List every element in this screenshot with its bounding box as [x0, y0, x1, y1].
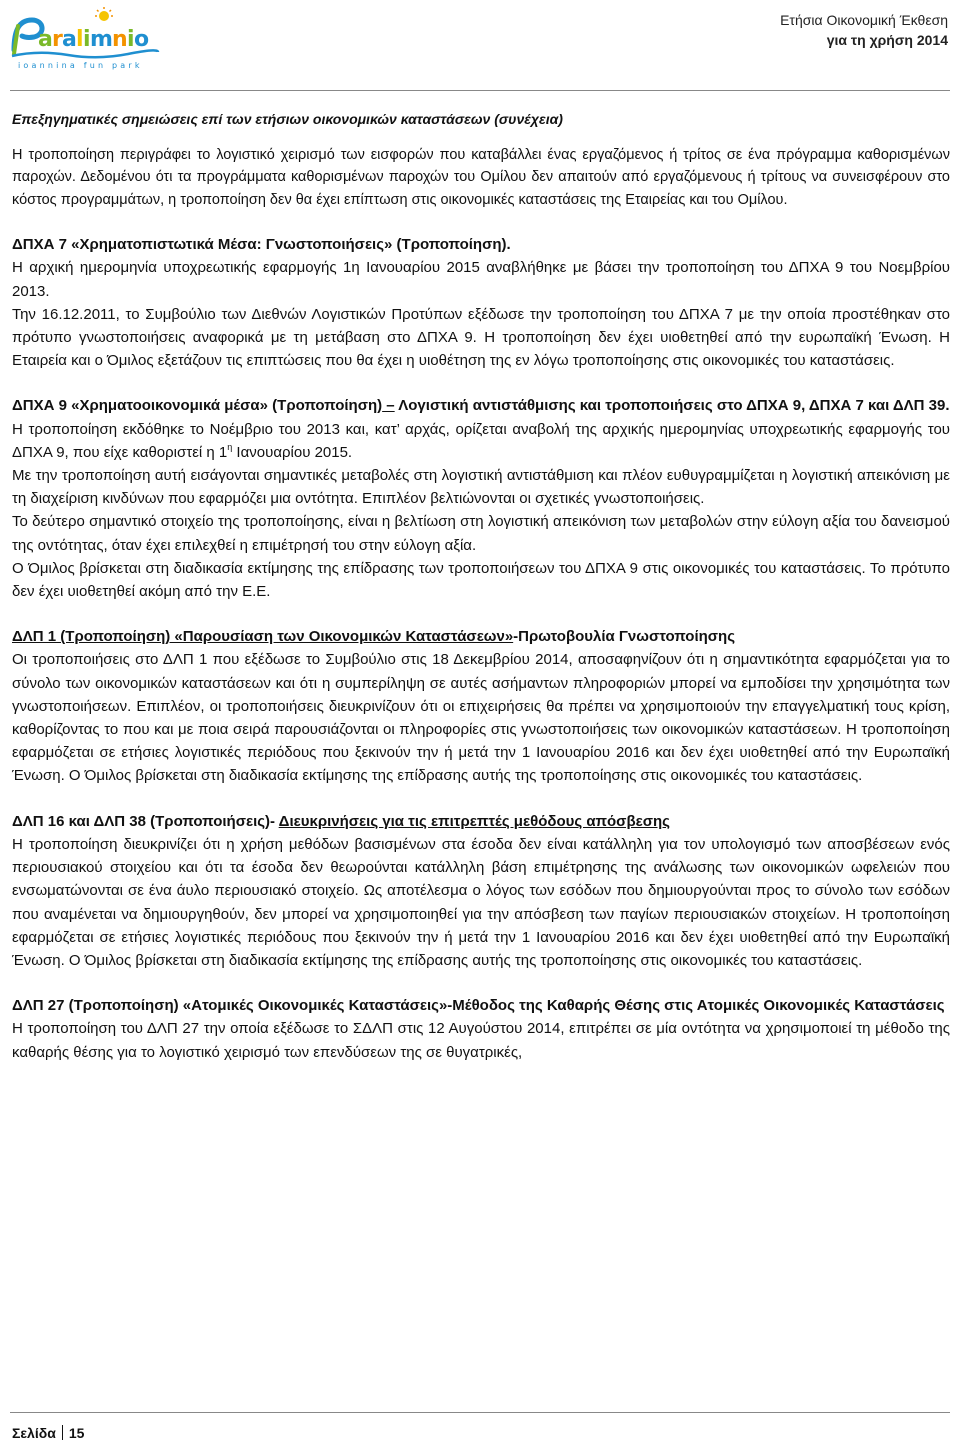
page-number: 15	[68, 1425, 85, 1441]
intro-paragraph: Η τροποποίηση περιγράφει το λογιστικό χειρισμό των εισφορών που καταβάλλει ένας εργαζόμενος ή τρίτος σε ένα πρόγραμμα καθορισμένων παροχών. Δεδομένου ότι τα προγράμματα καθορισμένων παροχών του Ομίλου δεν απαιτούν από εργαζόμενους ή τρίτους να συνεισφέρουν στο κόστος προγραμμάτων, η τροποποίηση δεν θα έχει επίπτωση στις οικονομικές καταστάσεις της Εταιρείας και του Ομίλου.	[12, 147, 950, 208]
dpxa9-heading-rest: Λογιστική αντιστάθμισης και τροποποιήσεις στο ΔΠΧΑ 9, ΔΠΧΑ 7 και ΔΛΠ 39.	[394, 397, 950, 415]
paralimnio-logo	[8, 6, 168, 72]
page-label: Σελίδα	[12, 1425, 56, 1441]
dpxa9-p1-text: Η τροποποίηση εκδόθηκε το Νοέμβριο του 2013 και, κατ’ αρχάς, ορίζεται αναβολή της αρχικής ημερομηνίας υποχρεωτικής εφαρμογής του ΔΠΧΑ 9, που είχε καθοριστεί η 1	[12, 420, 950, 461]
dpxa7-paragraph-1: Η αρχική ημερομηνία υποχρεωτικής εφαρμογής 1η Ιανουαρίου 2015 αναβλήθηκε με βάσει την τροποποίηση του ΔΠΧΑ 9 του Νοεμβρίου 2013.	[12, 259, 950, 300]
svg-text:l: l	[76, 27, 84, 52]
svg-text:m: m	[90, 27, 113, 52]
report-title-block	[780, 10, 948, 50]
dpxa9-p1-tail: Ιανουαρίου 2015.	[232, 443, 353, 461]
dpxa7-heading: ΔΠΧΑ 7 «Χρηματοπιστωτικά Μέσα: Γνωστοποιήσεις» (Τροποποίηση).	[12, 236, 511, 254]
svg-text:o: o	[134, 27, 150, 52]
dpxa9-paragraph-4: Ο Όμιλος βρίσκεται στη διαδικασία εκτίμησης της επίδρασης των τροποποιήσεων του ΔΠΧΑ 9 στις οικονομικές του καταστάσεις. Το πρότυπο δεν έχει υιοθετηθεί ακόμη από την Ε.Ε.	[12, 559, 950, 601]
dlp1-heading-rest: -Πρωτοβουλία Γνωστοποίησης	[513, 628, 736, 646]
svg-text:ioannina fun park: ioannina fun park	[18, 61, 143, 70]
svg-text:r: r	[52, 27, 63, 52]
page-footer	[12, 1425, 84, 1441]
footer-divider	[10, 1412, 950, 1413]
dlp16-paragraph: Η τροποποίηση διευκρινίζει ότι η χρήση μεθόδων βασισμένων στα έσοδα δεν είναι κατάλληλη για τον υπολογισμό των αποσβέσεων ενός περιουσιακού στοιχείου και ότι τα έσοδα δεν θεωρούνται κατάλληλη βάση επιμέτρησης της ανάλωσης των οικονομικών ωφελειών που ενσωματώνονται σε ένα άυλο περιουσιακό στοιχείο. Ως αποτέλεσμα ο λόγος των εσόδων που δημιουργούνται προς το σύνολο των εσόδων που αναμένεται να δημιουργηθούν, δεν μπορεί να χρησιμοποιηθεί για την απόσβεση των παγίων περιουσιακών στοιχείων. Η τροποποίηση εφαρμόζεται σε ετήσιες λογιστικές περιόδους που ξεκινούν την ή μετά την 1 Ιανουαρίου 2016 και δεν έχει υιοθετηθεί από την Ευρωπαϊκή Ένωση. Ο Όμιλος βρίσκεται στη διαδικασία εκτίμησης της επίδρασης αυτής της τροποποίησης στις οικονομικές του καταστάσεις.	[12, 835, 950, 969]
dlp1-paragraph: Οι τροποποιήσεις στο ΔΛΠ 1 που εξέδωσε το Συμβούλιο στις 18 Δεκεμβρίου 2014, αποσαφηνίζουν ότι η σημαντικότητα εφαρμόζεται για το σύνολο των οικονομικών καταστάσεων και ότι η συμπερίληψη σε αυτές ασήμαντων πληροφοριών μπορεί να εμποδίσει την χρησιμότητα των γνωστοποιήσεων. Επιπλέον, οι τροποποιήσεις διευκρινίζουν ότι οι επιχειρήσεις θα πρέπει να χρησιμοποιούν την επαγγελματική τους κρίση, καθορίζοντας το που και με ποια σειρά παρουσιάζονται οι πληροφορίες στις γνωστοποιήσεις των οικονομικών καταστάσεων. Η τροποποίηση εφαρμόζεται σε ετήσιες λογιστικές περιόδους που ξεκινούν την ή μετά την 1 Ιανουαρίου 2016 και δεν έχει υιοθετηθεί από την Ευρωπαϊκή Ένωση. Ο Όμιλος βρίσκεται στη διαδικασία εκτίμησης της επίδρασης αυτής της τροποποίησης στις οικονομικές του καταστάσεις.	[12, 651, 950, 785]
page-header	[0, 0, 960, 92]
report-title: Ετήσια Οικονομική Έκθεση	[780, 12, 948, 28]
dlp27-heading: ΔΛΠ 27 (Τροποποίηση) «Ατομικές Οικονομικές Καταστάσεις»-Μέθοδος της Καθαρής Θέσης στις Ατομικές Οικονομικές Καταστάσεις	[12, 997, 945, 1015]
dpxa9-paragraph-1	[12, 418, 950, 464]
dlp1-heading	[12, 625, 950, 648]
dpxa9-paragraph-3: Το δεύτερο σημαντικό στοιχείο της τροποποίησης, είναι η βελτίωση στη λογιστική απεικόνιση των μεταβολών στην εύλογη αξία του δανεισμού της οντότητας, όταν έχει επιλεχθεί η επιμέτρησή του στην εύλογη αξία.	[12, 513, 950, 554]
report-year: για τη χρήση 2014	[826, 32, 948, 48]
document-body	[12, 108, 950, 1064]
dpxa9-heading	[12, 394, 950, 417]
section-title: Επεξηγηματικές σημειώσεις επί των ετήσιων οικονομικών καταστάσεων (συνέχεια)	[12, 111, 563, 127]
dlp16-heading	[12, 810, 950, 833]
header-divider	[10, 90, 950, 91]
dlp1-heading-main: ΔΛΠ 1 (Τροποποίηση) «Παρουσίαση των Οικονομικών Καταστάσεων»	[12, 628, 514, 646]
dlp27-paragraph: Η τροποποίηση του ΔΛΠ 27 την οποία εξέδωσε το ΣΔΛΠ στις 12 Αυγούστου 2014, επιτρέπει σε μία οντότητα να χρησιμοποιεί τη μέθοδο της καθαρής θέσης για το λογιστικό χειρισμό των επενδύσεων της σε θυγατρικές,	[12, 1020, 950, 1061]
svg-text:n: n	[112, 27, 128, 52]
dpxa9-paragraph-2: Με την τροποποίηση αυτή εισάγονται σημαντικές μεταβολές στη λογιστική αντιστάθμιση και πλέον ευθυγραμμίζεται η λογιστική απεικόνιση με τη διαχείριση κινδύνων που εφαρμόζει μια οντότητα. Επιπλέον βελτιώνονται οι σχετικές γνωστοποιήσεις.	[12, 467, 950, 508]
svg-text:i: i	[83, 27, 91, 52]
dpxa9-heading-dash: –	[382, 397, 395, 415]
svg-text:a: a	[38, 27, 53, 52]
dpxa9-heading-main: ΔΠΧΑ 9 «Χρηματοοικονομικά μέσα» (Τροποποίηση)	[12, 397, 383, 415]
dlp16-heading-rest: Διευκρινήσεις για τις επιτρεπτές μεθόδους απόσβεσης	[278, 812, 670, 830]
footer-separator	[62, 1425, 63, 1440]
dpxa7-paragraph-2: Την 16.12.2011, το Συμβούλιο των Διεθνών Λογιστικών Προτύπων εξέδωσε την τροποποίηση του ΔΠΧΑ 7 με την οποία προστέθηκαν στο πρότυπο γνωστοποιήσεις αναφορικά με τη μετάβαση στο ΔΠΧΑ 9. Η τροποποίηση δεν έχει υιοθετηθεί από την ευρωπαϊκή Ένωση. Η Εταιρεία και ο Όμιλος εξετάζουν τις επιπτώσεις που θα έχει η υιοθέτηση της εν λόγω τροποποίησης στις οικονομικές του καταστάσεις.	[12, 305, 950, 370]
dpxa9-p1-sup: η	[227, 441, 233, 452]
svg-text:i: i	[127, 27, 135, 52]
svg-text:a: a	[62, 27, 77, 52]
dlp16-heading-main: ΔΛΠ 16 και ΔΛΠ 38 (Τροποποιήσεις)-	[12, 812, 279, 830]
